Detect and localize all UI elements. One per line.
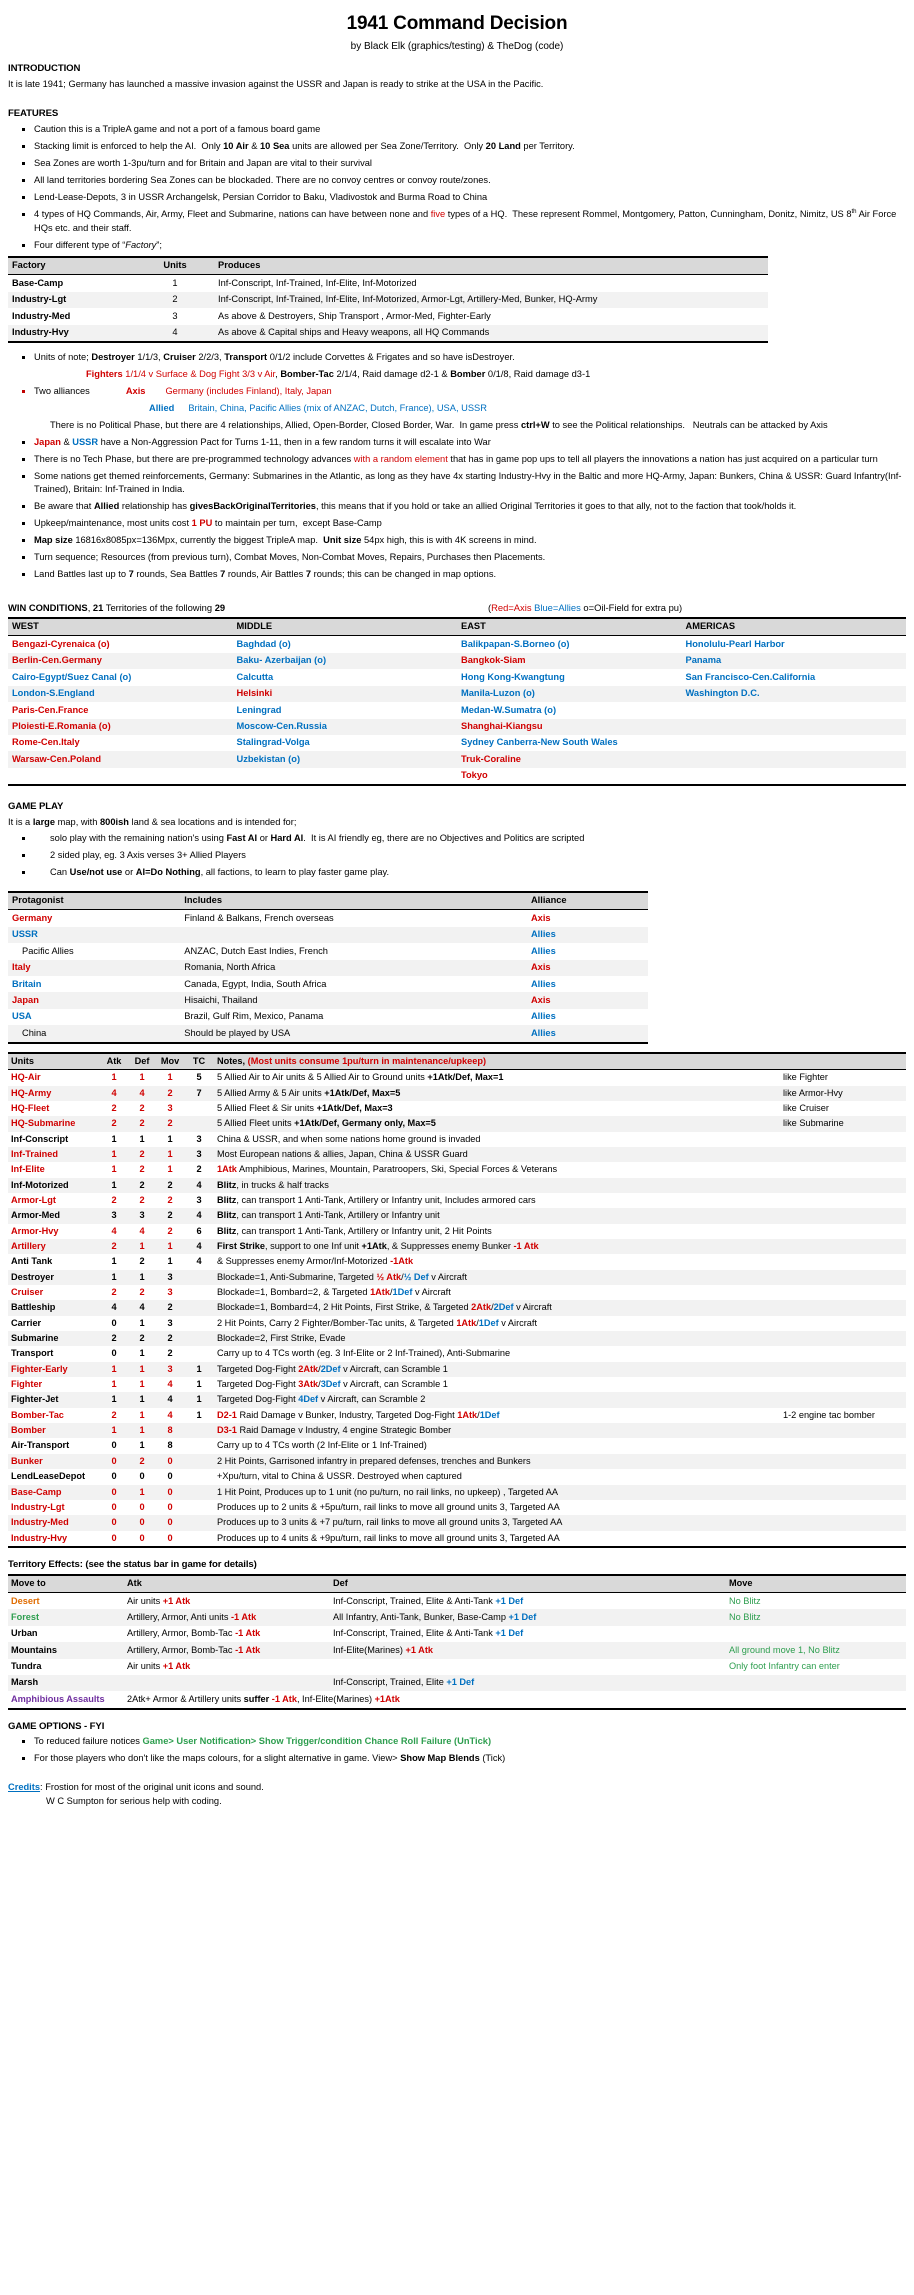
table-row: Armor-Hvy 4 4 2 6 Blitz, can transport 1 Anti-Tank, Artillery or Infantry unit, 2 Hit Points	[11, 1225, 492, 1236]
allied-line: Allied Britain, China, Pacific Allies (mix of ANZAC, Dutch, France), USA, USSR	[149, 402, 487, 413]
table-row: Rome-Cen.Italy Stalingrad-Volga Sydney Canberra-New South Wales	[12, 737, 618, 748]
units-col-mov: Mov	[156, 1053, 184, 1070]
table-row: Fighter-Early 1 1 3 1 Targeted Dog-Fight 2Atk/2Def v Aircraft, can Scramble 1	[8, 1362, 906, 1377]
table-row: Italy Romania, North Africa Axis	[8, 960, 648, 976]
features-heading: FEATURES	[8, 108, 59, 120]
game-play-item: 2 sided play, eg. 3 Axis verses 3+ Allied Players	[8, 849, 906, 862]
table-row: HQ-Fleet 2 2 3 5 Allied Fleet & Sir units +1Atk/Def, Max=3 like Cruiser	[11, 1102, 829, 1113]
table-row: Britain Canada, Egypt, India, South Africa Allies	[12, 978, 556, 989]
terr-col-move: Move	[726, 1575, 906, 1593]
table-row: Inf-Elite 1 2 1 2 1Atk Amphibious, Marines, Mountain, Paratroopers, Ski, Special Forces & Veterans	[11, 1164, 558, 1175]
pact-note: Japan & USSR have a Non-Aggression Pact for Turns 1-11, then in a few random turns it will escalate into War	[8, 436, 906, 449]
two-alliances: Two alliances Axis Germany (includes Finland), Italy, Japan	[8, 385, 906, 398]
feature-item: Four different type of “Factory”;	[8, 239, 906, 252]
terr-table-header	[8, 1575, 906, 1593]
game-play-heading: GAME PLAY	[8, 801, 64, 813]
prot-col-protagonist: Protagonist	[8, 892, 180, 910]
introduction-heading: INTRODUCTION	[8, 63, 81, 75]
table-row: London-S.England Helsinki Manila-Luzon (o) Washington D.C.	[8, 686, 906, 702]
units-of-note: Units of note; Destroyer 1/1/3, Cruiser 2/2/3, Transport 0/1/2 include Corvettes & Frigates and so have isDestroyer.	[8, 351, 906, 364]
table-row: USA Brazil, Gulf Rim, Mexico, Panama Allies	[12, 1011, 556, 1022]
fighters-note: Fighters 1/1/4 v Surface & Dog Fight 3/3 v Air, Bomber-Tac 2/1/4, Raid damage d2-1 & Bomber 0/1/8, Raid damage d3-1	[86, 368, 591, 379]
prot-col-alliance: Alliance	[527, 892, 648, 910]
units-col-tc: TC	[184, 1053, 214, 1070]
terr-col-def: Def	[330, 1575, 726, 1593]
page-title: 1941 Command Decision	[346, 13, 568, 34]
byline: by Black Elk (graphics/testing) & TheDog (code)	[350, 40, 564, 52]
table-row: Anti Tank 1 2 1 4 & Suppresses enemy Armor/Inf-Motorized -1Atk	[11, 1256, 414, 1267]
win-conditions-heading: WIN CONDITIONS, 21 Territories of the following 29 (Red=Axis Blue=Allies o=Oil-Field for extra pu)	[8, 602, 683, 614]
units-col-notes: Notes, (Most units consume 1pu/turn in maintenance/upkeep)	[214, 1053, 906, 1070]
political-note: There is no Political Phase, but there are 4 relationships, Allied, Open-Border, Closed Border, War. In game press ctrl+W to see the Political relationships. Neutrals can be attacked by Axis	[50, 419, 828, 430]
game-options-heading: GAME OPTIONS - FYI	[8, 1720, 105, 1732]
table-row: Berlin-Cen.Germany Baku- Azerbaijan (o) Bangkok-Siam Panama	[8, 653, 906, 669]
table-row: Industry-Lgt 2 Inf-Conscript, Inf-Trained, Inf-Elite, Inf-Motorized, Armor-Lgt, Artillery-Med, Bunker, HQ-Army	[8, 292, 768, 308]
game-play-item: solo play with the remaining nation's using Fast AI or Hard AI. It is AI friendly eg, there are no Objectives and Politics are scripted	[8, 832, 906, 845]
terr-col-atk: Atk	[124, 1575, 330, 1593]
notes-list	[8, 351, 906, 582]
terr-col-moveto: Move to	[8, 1575, 124, 1593]
table-row: Marsh Inf-Conscript, Trained, Elite +1 Def	[8, 1675, 906, 1691]
credits-line-2: W C Sumpton for serious help with coding.	[46, 1795, 222, 1806]
table-row: Industry-Lgt 0 0 0 Produces up to 2 units & +5pu/turn, rail links to move all ground units 3, Targeted AA	[11, 1501, 560, 1512]
win-legend: (Red=Axis Blue=Allies o=Oil-Field for extra pu)	[488, 602, 683, 614]
table-row: Desert Air units +1 Atk Inf-Conscript, Trained, Elite & Anti-Tank +1 Def No Blitz	[11, 1595, 761, 1606]
table-row: Submarine 2 2 2 Blockade=2, First Strike, Evade	[8, 1331, 906, 1346]
units-table-header	[8, 1053, 906, 1070]
table-row: Inf-Conscript 1 1 1 3 China & USSR, and when some nations home ground is invaded	[11, 1133, 481, 1144]
territory-effects-table	[8, 1574, 906, 1710]
feature-item: Stacking limit is enforced to help the AI. Only 10 Air & 10 Sea units are allowed per Sea Zone/Territory. Only 20 Land per Territory.	[8, 140, 906, 153]
allied-territories-note: Be aware that Allied relationship has givesBackOriginalTerritories, this means that if you hold or take an allied Original Territories it goes to that ally, not to the faction that took/holds it.	[8, 500, 906, 513]
introduction-text: It is late 1941; Germany has launched a massive invasion against the USSR and Japan is ready to strike at the USA in the Pacific.	[8, 78, 544, 89]
table-row: Armor-Lgt 2 2 2 3 Blitz, can transport 1 Anti-Tank, Artillery or Infantry unit, Includes armored cars	[11, 1194, 536, 1205]
table-row: Pacific Allies ANZAC, Dutch East Indies, French Allies	[22, 945, 556, 956]
units-col-units: Units	[8, 1053, 100, 1070]
credits-block	[8, 1781, 906, 1808]
units-table	[8, 1052, 906, 1548]
table-row: Fighter-Jet 1 1 4 1 Targeted Dog-Fight 4Def v Aircraft, can Scramble 2	[8, 1392, 906, 1407]
table-row: Air-Transport 0 1 8 Carry up to 4 TCs worth (2 Inf-Elite or 1 Inf-Trained)	[11, 1440, 427, 1451]
table-row: Transport 0 1 2 Carry up to 4 TCs worth (eg. 3 Inf-Elite or 2 Inf-Trained), Anti-Submarine	[11, 1348, 511, 1359]
table-row: Battleship 4 4 2 Blockade=1, Bombard=4, 2 Hit Points, First Strike, & Targeted 2Atk/2Def v Aircraft	[8, 1300, 906, 1315]
feature-item: Lend-Lease-Depots, 3 in USSR Archangelsk, Persian Corridor to Baku, Vladivostok and Burma Road to China	[8, 191, 906, 204]
factory-table	[8, 256, 768, 343]
feature-item: All land territories bordering Sea Zones can be blockaded. There are no convoy centres or convoy route/zones.	[8, 174, 906, 187]
protagonist-table	[8, 891, 648, 1044]
table-row: Forest Artillery, Armor, Anti units -1 Atk All Infantry, Anti-Tank, Bunker, Base-Camp +1 Def No Blitz	[8, 1609, 906, 1625]
territory-effects-heading: Territory Effects: (see the status bar in game for details)	[8, 1558, 257, 1570]
table-row: HQ-Army 4 4 2 7 5 Allied Army & 5 Air units +1Atk/Def, Max=5 like Armor-Hvy	[8, 1086, 906, 1101]
table-row: China Should be played by USA Allies	[8, 1025, 648, 1042]
table-row: Bengazi-Cyrenaica (o) Baghdad (o) Balikpapan-S.Borneo (o) Honolulu-Pearl Harbor	[12, 638, 785, 649]
table-row: Bunker 0 2 0 2 Hit Points, Garrisoned infantry in prepared defenses, trenches and Bunkers	[8, 1454, 906, 1469]
table-row: Industry-Med 3 As above & Destroyers, Ship Transport , Armor-Med, Fighter-Early	[12, 310, 491, 321]
factory-col-factory: Factory	[8, 257, 136, 275]
game-options-list	[8, 1735, 906, 1765]
win-col-east: EAST	[457, 618, 682, 636]
win-conditions-table	[8, 617, 906, 787]
table-row: Germany Finland & Balkans, French overseas Axis	[12, 912, 551, 923]
feature-item: Caution this is a TripleA game and not a port of a famous board game	[8, 123, 906, 136]
table-row: Tokyo	[461, 770, 488, 781]
game-play-intro: It is a large map, with 800ish land & sea locations and is intended for;	[8, 817, 297, 828]
table-row: Bomber 1 1 8 D3-1 Raid Damage v Industry, 4 engine Strategic Bomber	[8, 1423, 906, 1438]
table-row: Base-Camp 1 Inf-Conscript, Inf-Trained, Inf-Elite, Inf-Motorized	[12, 277, 417, 288]
table-row: Tundra Air units +1 Atk Only foot Infantry can enter	[11, 1661, 840, 1672]
table-row: Industry-Hvy 4 As above & Capital ships and Heavy weapons, all HQ Commands	[8, 325, 768, 342]
table-row: Inf-Motorized 1 2 2 4 Blitz, in trucks & half tracks	[8, 1178, 906, 1193]
table-row: Urban Artillery, Armor, Bomb-Tac -1 Atk Inf-Conscript, Trained, Elite & Anti-Tank +1 Def	[11, 1628, 524, 1639]
table-row: Industry-Med 0 0 0 Produces up to 3 units & +7 pu/turn, rail links to move all ground units 3, Targeted AA	[8, 1515, 906, 1530]
factory-table-header	[8, 257, 768, 275]
table-row: HQ-Submarine 2 2 2 5 Allied Fleet units +1Atk/Def, Germany only, Max=5 like Submarine	[8, 1116, 906, 1131]
table-row: Carrier 0 1 3 2 Hit Points, Carry 2 Fighter/Bomber-Tac units, & Targeted 1Atk/1Def v Aircraft	[11, 1317, 538, 1328]
upkeep-note: Upkeep/maintenance, most units cost 1 PU to maintain per turn, except Base-Camp	[8, 517, 906, 530]
factory-col-produces: Produces	[214, 257, 768, 275]
table-row: HQ-Air 1 1 1 5 5 Allied Air to Air units & 5 Allied Air to Ground units +1Atk/Def, Max=1 like Fighter	[11, 1072, 828, 1083]
win-col-americas: AMERICAS	[682, 618, 907, 636]
table-row: USSR Allies	[8, 927, 648, 943]
battles-note: Land Battles last up to 7 rounds, Sea Battles 7 rounds, Air Battles 7 rounds; this can be changed in map options.	[8, 568, 906, 581]
features-list	[8, 123, 906, 252]
mapsize-note: Map size 16816x8085px=136Mpx, currently the biggest TripleA map. Unit size 54px high, this is with 4K screens in mind.	[8, 534, 906, 547]
feature-item: Sea Zones are worth 1-3pu/turn and for Britain and Japan are vital to their survival	[8, 157, 906, 170]
win-col-middle: MIDDLE	[233, 618, 458, 636]
feature-item: 4 types of HQ Commands, Air, Army, Fleet and Submarine, nations can have between none and five types of a HQ. These represent Rommel, Montgomery, Patton, Cunningham, Donitz, Nimitz, US 8th Air Force HQs etc. and their staff.	[8, 208, 906, 235]
table-row: Base-Camp 0 1 0 1 Hit Point, Produces up to 1 unit (no pu/turn, no rail links, no upkeep) , Targeted AA	[8, 1485, 906, 1500]
table-row: Mountains Artillery, Armor, Bomb-Tac -1 Atk Inf-Elite(Marines) +1 Atk All ground move 1, No Blitz	[8, 1642, 906, 1658]
table-row: LendLeaseDepot 0 0 0 +Xpu/turn, vital to China & USSR. Destroyed when captured	[11, 1471, 462, 1482]
table-row: Amphibious Assaults 2Atk+ Armor & Artillery units suffer -1 Atk, Inf-Elite(Marines) +1Atk	[11, 1693, 400, 1704]
table-row: Ploiesti-E.Romania (o) Moscow-Cen.Russia Shanghai-Kiangsu	[8, 719, 906, 735]
game-option-item: To reduced failure notices Game> User Notification> Show Trigger/condition Chance Roll Failure (UnTick)	[8, 1735, 906, 1748]
table-row: Fighter 1 1 4 1 Targeted Dog-Fight 3Atk/3Def v Aircraft, can Scramble 1	[11, 1379, 448, 1390]
table-row: Warsaw-Cen.Poland Uzbekistan (o) Truk-Coraline	[8, 751, 906, 767]
table-row: Cairo-Egypt/Suez Canal (o) Calcutta Hong Kong-Kwangtung San Francisco-Cen.California	[12, 671, 816, 682]
units-col-def: Def	[128, 1053, 156, 1070]
table-row: Cruiser 2 2 3 Blockade=1, Bombard=2, & Targeted 1Atk/1Def v Aircraft	[11, 1287, 451, 1298]
table-row: Paris-Cen.France Leningrad Medan-W.Sumatra (o)	[12, 704, 557, 715]
table-row: Japan Hisaichi, Thailand Axis	[8, 992, 648, 1008]
reinforcements-note: Some nations get themed reinforcements, Germany: Submarines in the Atlantic, as long as they have 4x starting Industry-Hvy in the Baltic and more HQ-Army, Japan: Bunkers, China & USSR: Guard Infantry(Inf-Trained), Britain: Inf-Trained in India.	[8, 470, 906, 497]
table-row: Destroyer 1 1 3 Blockade=1, Anti-Submarine, Targeted ½ Atk/½ Def v Aircraft	[8, 1270, 906, 1285]
prot-col-includes: Includes	[180, 892, 527, 910]
factory-col-units: Units	[136, 257, 214, 275]
table-row: Industry-Hvy 0 0 0 Produces up to 4 units & +9pu/turn, rail links to move all ground units 3, Targeted AA	[11, 1532, 560, 1543]
table-row: Armor-Med 3 3 2 4 Blitz, can transport 1 Anti-Tank, Artillery or Infantry unit	[8, 1208, 906, 1223]
turn-sequence-note: Turn sequence; Resources (from previous turn), Combat Moves, Non-Combat Moves, Repairs, Purchases then Placements.	[8, 551, 906, 564]
credits-line-1: Credits: Frostion for most of the original unit icons and sound.	[8, 1782, 264, 1793]
table-row: Bomber-Tac 2 1 4 1 D2-1 Raid Damage v Bunker, Industry, Targeted Dog-Fight 1Atk/1Def 1-2 engine tac bomber	[11, 1409, 875, 1420]
table-row: Artillery 2 1 1 4 First Strike, support to one Inf unit +1Atk, & Suppresses enemy Bunker -1 Atk	[8, 1239, 906, 1254]
game-play-item: Can Use/not use or AI=Do Nothing, all factions, to learn to play faster game play.	[8, 866, 906, 879]
protagonist-table-header	[8, 892, 648, 910]
win-table-header	[8, 618, 906, 636]
table-row: Inf-Trained 1 2 1 3 Most European nations & allies, Japan, China & USSR Guard	[8, 1147, 906, 1162]
game-option-item: For those players who don't like the maps colours, for a slight alternative in game. View> Show Map Blends (Tick)	[8, 1752, 906, 1765]
game-play-list	[8, 832, 906, 879]
tech-note: There is no Tech Phase, but there are pre-programmed technology advances with a random element that has in game pop ups to tell all players the innovations a nation has just acquired on a particular turn	[8, 453, 906, 466]
win-col-west: WEST	[8, 618, 233, 636]
units-col-atk: Atk	[100, 1053, 128, 1070]
